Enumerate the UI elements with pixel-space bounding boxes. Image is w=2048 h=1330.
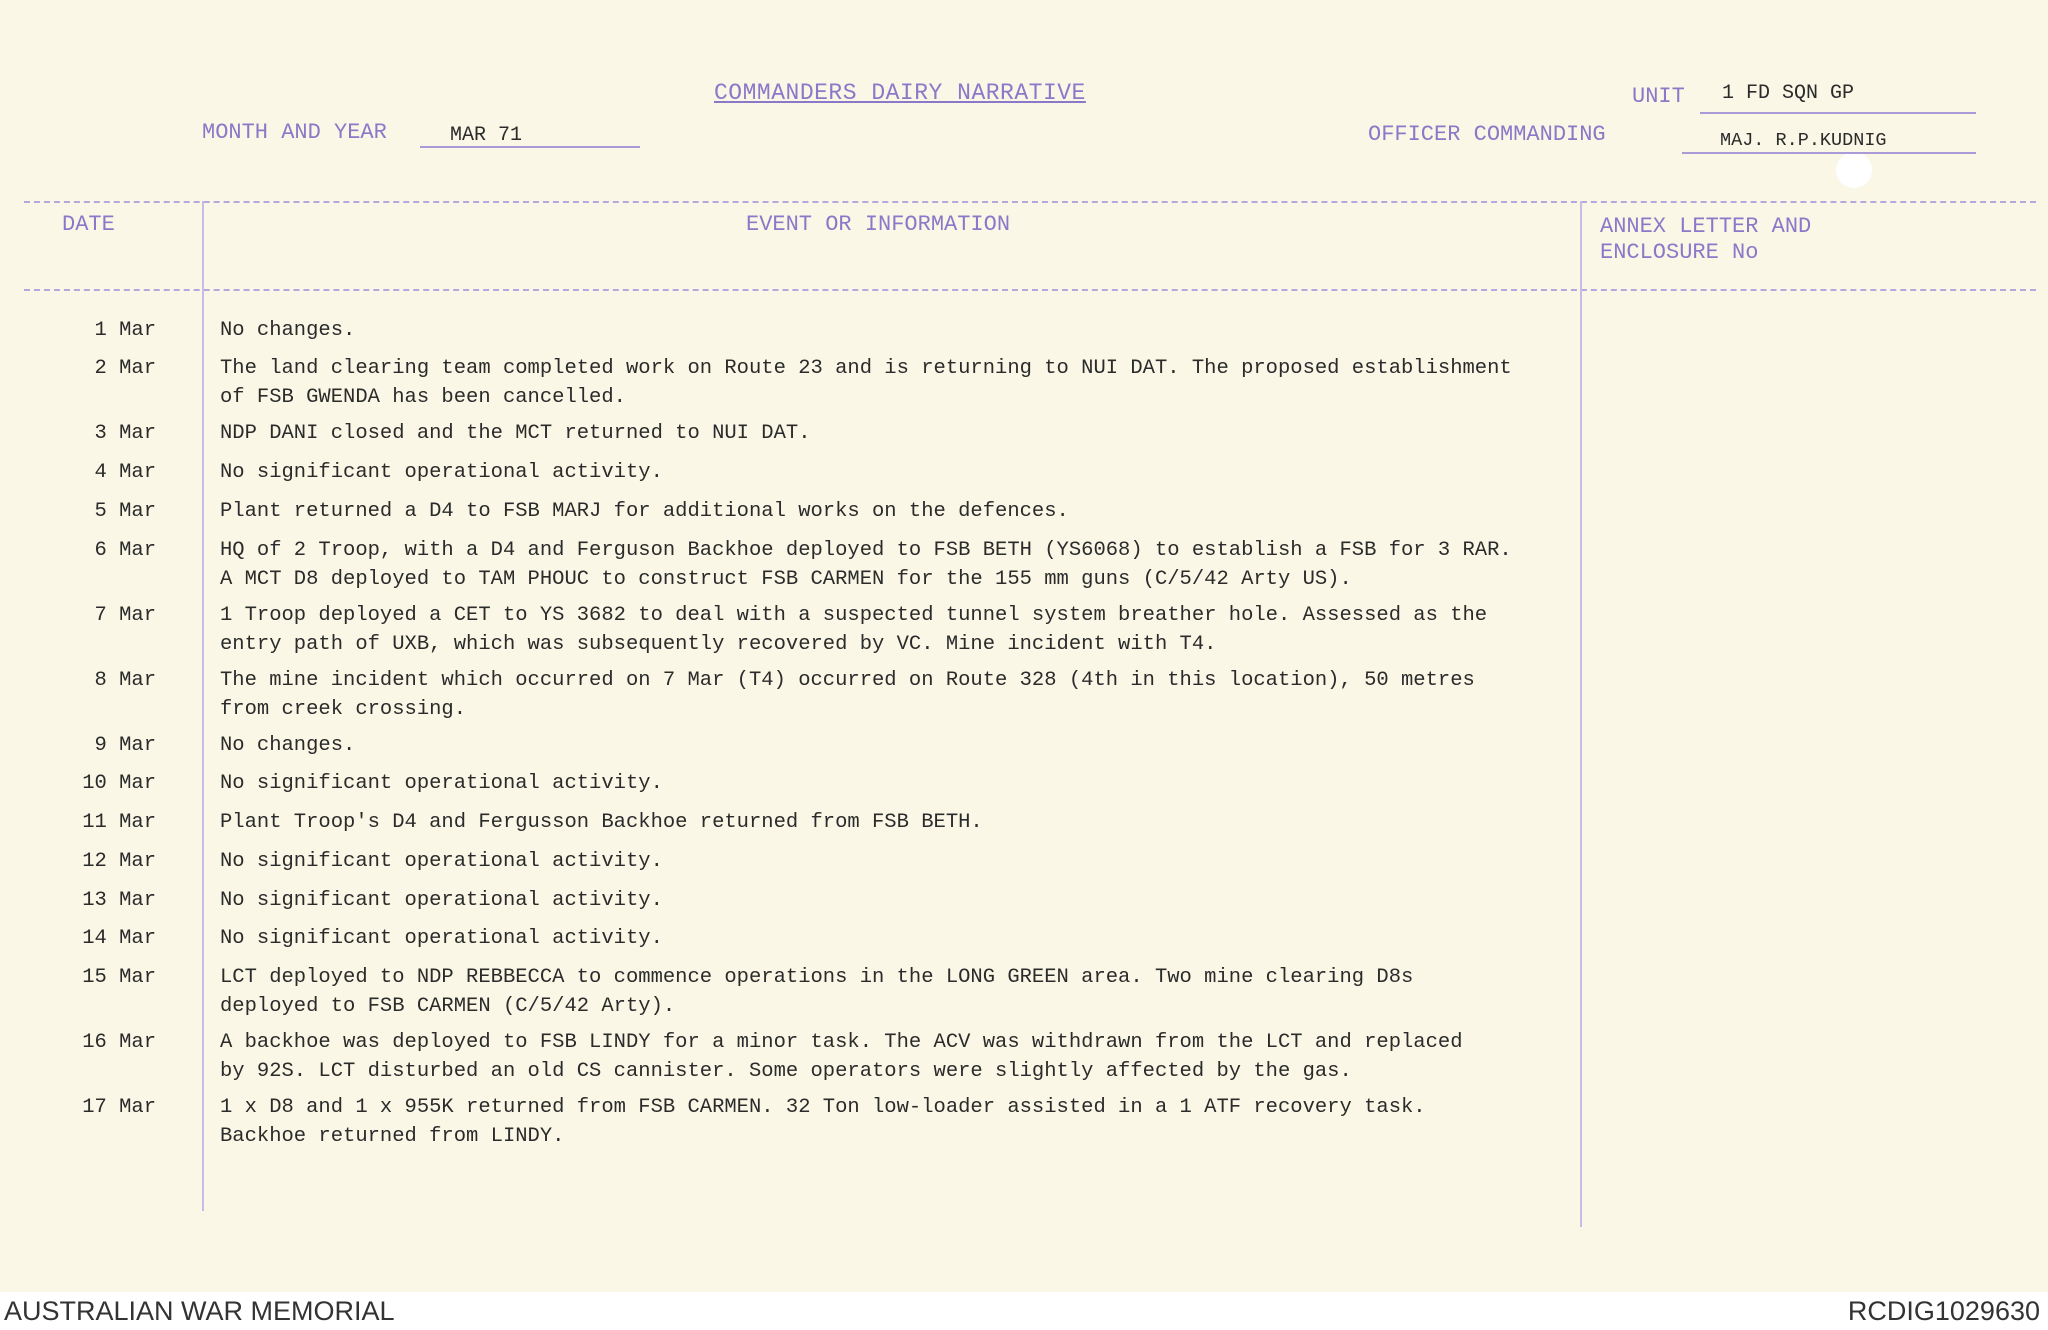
entry-date: 5 Mar	[94, 500, 156, 523]
entry-date: 15 Mar	[82, 966, 156, 989]
entry-event: HQ of 2 Troop, with a D4 and Ferguson Backhoe deployed to FSB BETH (YS6068) to establish a FSB for 3 RAR. A MCT D8 deployed to TAM PHOUC to construct FSB CARMEN for the 155 mm guns (C/5/42 Arty US).	[220, 539, 1512, 591]
officer-underline	[1682, 152, 1976, 154]
date-column-divider	[202, 201, 204, 1211]
unit-label: UNIT	[1632, 84, 1685, 109]
entry-date: 16 Mar	[82, 1031, 156, 1054]
table-top-rule	[24, 201, 2036, 203]
punch-hole	[1836, 152, 1872, 188]
entry-date: 4 Mar	[94, 461, 156, 484]
event-column-header: EVENT OR INFORMATION	[746, 212, 1011, 237]
entry-event: No significant operational activity.	[220, 772, 663, 795]
entry-date: 1 Mar	[94, 319, 156, 342]
entry-event: No significant operational activity.	[220, 461, 663, 484]
table-header-rule	[24, 289, 2036, 291]
entry-date: 10 Mar	[82, 772, 156, 795]
document-title: COMMANDERS DAIRY NARRATIVE	[714, 80, 1086, 106]
entry-event: The mine incident which occurred on 7 Mar (T4) occurred on Route 328 (4th in this location), 50 metres from creek crossing.	[220, 669, 1475, 721]
entry-date: 9 Mar	[94, 734, 156, 757]
annex-header-line1: ANNEX LETTER AND	[1600, 214, 1812, 239]
entry-event: No significant operational activity.	[220, 850, 663, 873]
entry-event: A backhoe was deployed to FSB LINDY for a minor task. The ACV was withdrawn from the LCT and replaced by 92S. LCT disturbed an old CS cannister. Some operators were slightly affected by the gas.	[220, 1031, 1463, 1083]
entry-event: No significant operational activity.	[220, 927, 663, 950]
officer-commanding-value: MAJ. R.P.KUDNIG	[1720, 130, 1887, 151]
footer-institution: AUSTRALIAN WAR MEMORIAL	[4, 1296, 395, 1326]
entry-event: No significant operational activity.	[220, 889, 663, 912]
entry-date: 17 Mar	[82, 1096, 156, 1119]
entry-event: Plant returned a D4 to FSB MARJ for additional works on the defences.	[220, 500, 1069, 523]
date-column-header: DATE	[62, 212, 115, 237]
annex-header-line2: ENCLOSURE No	[1600, 240, 1759, 265]
month-year-value: MAR 71	[450, 124, 523, 147]
month-year-label: MONTH AND YEAR	[202, 120, 387, 145]
entry-date: 3 Mar	[94, 422, 156, 445]
entry-date: 7 Mar	[94, 604, 156, 627]
entry-date: 6 Mar	[94, 539, 156, 562]
entry-date: 8 Mar	[94, 669, 156, 692]
month-year-underline	[420, 146, 640, 148]
footer-catalogue-id: RCDIG1029630	[1847, 1296, 2040, 1326]
entry-event: 1 x D8 and 1 x 955K returned from FSB CARMEN. 32 Ton low-loader assisted in a 1 ATF recovery task. Backhoe returned from LINDY.	[220, 1096, 1426, 1148]
entry-event: NDP DANI closed and the MCT returned to NUI DAT.	[220, 422, 811, 445]
entry-event: 1 Troop deployed a CET to YS 3682 to deal with a suspected tunnel system breather hole. Assessed as the entry path of UXB, which was subsequently recovered by VC. Mine incident with T4.	[220, 604, 1488, 656]
unit-underline	[1700, 112, 1976, 114]
entry-date: 12 Mar	[82, 850, 156, 873]
entry-event: No changes.	[220, 734, 356, 757]
archive-footer	[0, 1292, 2048, 1330]
entry-date: 11 Mar	[82, 811, 156, 834]
officer-commanding-label: OFFICER COMMANDING	[1368, 122, 1606, 147]
entry-date: 2 Mar	[94, 357, 156, 380]
entry-event: No changes.	[220, 319, 356, 342]
entry-event: Plant Troop's D4 and Fergusson Backhoe returned from FSB BETH.	[220, 811, 983, 834]
entry-date: 13 Mar	[82, 889, 156, 912]
entry-date: 14 Mar	[82, 927, 156, 950]
annex-column-header	[1600, 214, 1811, 266]
unit-value: 1 FD SQN GP	[1722, 82, 1855, 105]
entry-event: LCT deployed to NDP REBBECCA to commence operations in the LONG GREEN area. Two mine clearing D8s deployed to FSB CARMEN (C/5/42 Arty).	[220, 966, 1414, 1018]
entry-event: The land clearing team completed work on Route 23 and is returning to NUI DAT. The proposed establishment of FSB GWENDA has been cancelled.	[220, 357, 1512, 409]
